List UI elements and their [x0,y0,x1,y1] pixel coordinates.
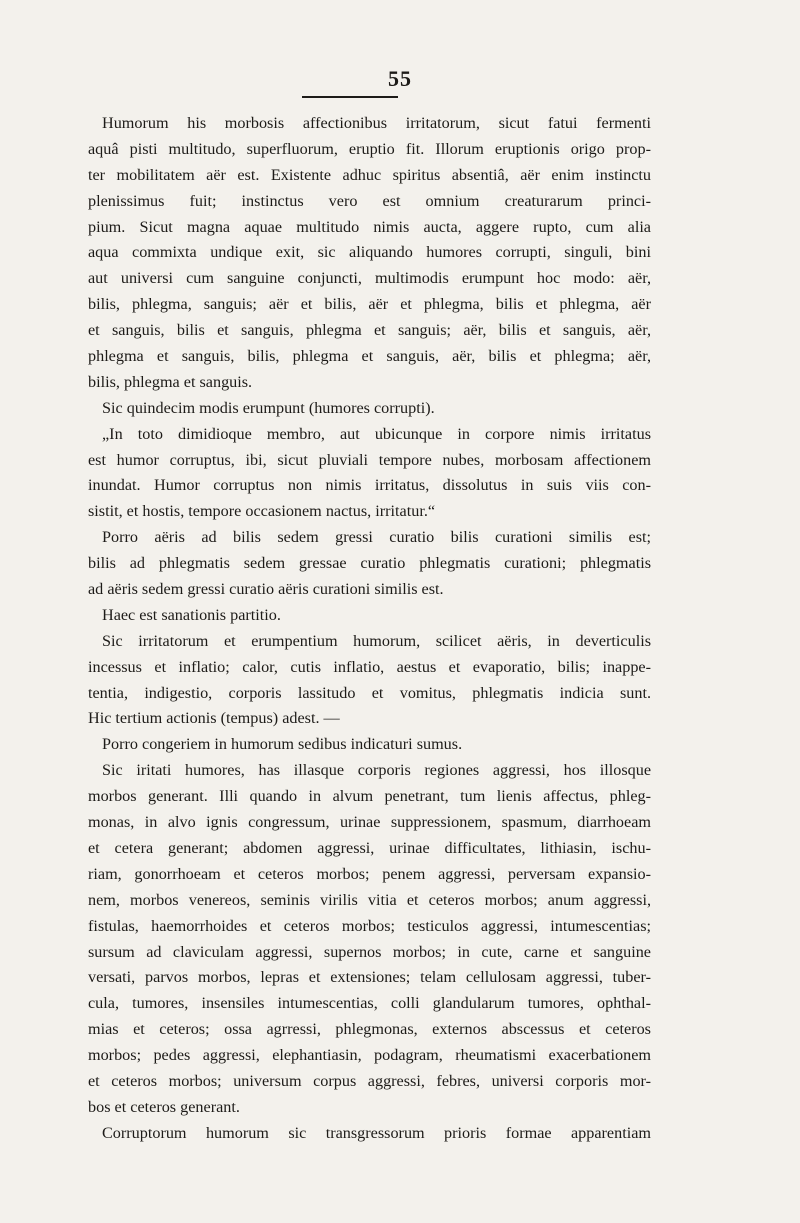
body-text [88,111,651,1147]
text-line: morbos generant. Illi quando in alvum penetrant, tum lienis affectus, phleg- [88,787,651,806]
text-line: Hic tertium actionis (tempus) adest. — [88,709,340,728]
text-line: Sic irritatorum et erumpentium humorum, scilicet aëris, in deverticulis [102,631,651,650]
text-line: riam, gonorrhoeam et ceteros morbos; penem aggressi, perversam expansio- [88,864,651,883]
text-line: bos et ceteros generant. [88,1097,240,1116]
text-line: aquâ pisti multitudo, superfluorum, eruptio fit. Illorum eruptionis origo prop- [88,139,651,158]
text-line: ter mobilitatem aër est. Existente adhuc spiritus absentiâ, aër enim instinctu [88,165,651,184]
text-line: plenissimus fuit; instinctus vero est omnium creaturarum princi- [88,191,651,210]
text-line: bilis, phlegma et sanguis. [88,372,253,391]
text-line: nem, morbos venereos, seminis virilis vitia et ceteros morbos; anum aggressi, [88,890,651,909]
text-line: sistit, et hostis, tempore occasionem nactus, irritatur.“ [88,502,436,521]
text-line: bilis, phlegma, sanguis; aër et bilis, aër et phlegma, bilis et phlegma, aër [88,295,651,314]
text-line: morbos; pedes aggressi, elephantiasin, podagram, rheumatismi exacerbationem [88,1046,651,1065]
text-line: inundat. Humor corruptus non nimis irritatus, dissolutus in suis viis con- [88,476,651,495]
text-line: aqua commixta undique exit, sic aliquando humores corrupti, singuli, bini [88,243,651,262]
text-line: versati, parvos morbos, lepras et extensiones; telam cellulosam aggressi, tuber- [88,968,651,987]
text-line: et ceteros morbos; universum corpus aggressi, febres, universi corporis mor- [88,1071,651,1090]
text-line: sursum ad claviculam aggressi, supernos morbos; in cute, carne et sanguine [88,942,651,961]
text-line: Porro aëris ad bilis sedem gressi curatio bilis curationi similis est; [102,528,651,547]
text-line: Haec est sanationis partitio. [102,605,281,624]
text-line: Humorum his morbosis affectionibus irritatorum, sicut fatui fermenti [102,114,651,132]
page-number-rule [302,96,398,98]
page-number: 55 [388,66,412,91]
text-line: fistulas, haemorrhoides et ceteros morbos; testiculos aggressi, intumescentias; [88,916,651,935]
text-line: cula, tumores, insensiles intumescentias, colli glandularum tumores, ophthal- [88,994,651,1013]
text-line: aut universi cum sanguine conjuncti, multimodis erumpunt hoc modo: aër, [88,269,651,288]
text-line: tentia, indigestio, corporis lassitudo et vomitus, phlegmatis indicia sunt. [88,683,651,702]
text-line: Porro congeriem in humorum sedibus indicaturi sumus. [102,735,463,754]
text-line: ad aëris sedem gressi curatio aëris curationi similis est. [88,580,444,599]
text-line: Sic iritati humores, has illasque corporis regiones aggressi, hos illosque [102,761,651,780]
text-line: et cetera generant; abdomen aggressi, urinae difficultates, lithiasin, ischu- [88,838,651,857]
text-line: Sic quindecim modis erumpunt (humores corrupti). [102,398,435,417]
text-line: phlegma et sanguis, bilis, phlegma et sanguis, aër, bilis et phlegma; aër, [88,347,651,366]
text-line: pium. Sicut magna aquae multitudo nimis aucta, aggere rupto, cum alia [88,217,651,236]
text-line: est humor corruptus, ibi, sicut pluviali tempore nubes, morbosam affectionem [88,450,651,469]
text-line: „In toto dimidioque membro, aut ubicunque in corpore nimis irritatus [102,424,651,443]
text-line: mias et ceteros; ossa agrressi, phlegmonas, externos abscessus et ceteros [88,1020,651,1039]
text-line: incessus et inflatio; calor, cutis inflatio, aestus et evaporatio, bilis; inappe- [88,657,651,676]
text-line: monas, in alvo ignis congressum, urinae suppressionem, spasmum, diarrhoeam [88,813,651,832]
text-line: bilis ad phlegmatis sedem gressae curatio phlegmatis curationi; phlegmatis [88,554,651,573]
text-line: Corruptorum humorum sic transgressorum prioris formae apparentiam [102,1123,651,1142]
text-line: et sanguis, bilis et sanguis, phlegma et sanguis; aër, bilis et sanguis, aër, [88,321,651,340]
